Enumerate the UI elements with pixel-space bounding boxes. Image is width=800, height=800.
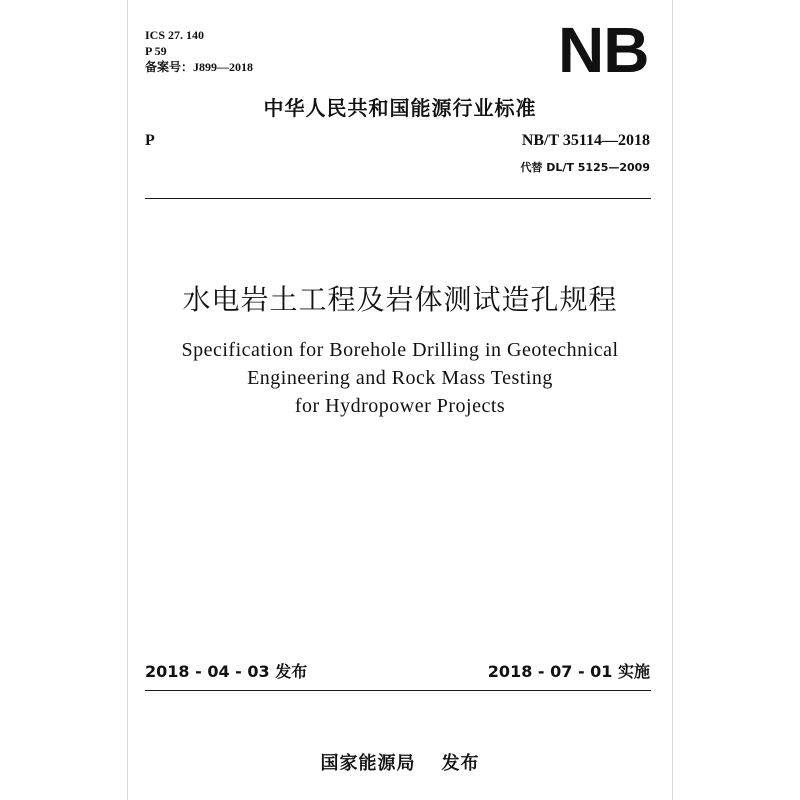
publisher-name: 国家能源局 — [320, 753, 416, 774]
title-english-line-2: Engineering and Rock Mass Testing — [247, 367, 553, 389]
publisher-action: 发布 — [441, 753, 480, 774]
implementation-date: 2018 - 07 - 01 实施 — [487, 662, 650, 681]
filing-number: 备案号：J899—2018 — [145, 60, 254, 74]
category-code: P 59 — [145, 44, 167, 58]
bottom-divider — [145, 690, 651, 691]
standard-number: NB/T 35114—2018 — [521, 132, 650, 149]
replaces-standard: 代替 DL/T 5125—2009 — [520, 161, 650, 174]
classification-letter: P — [145, 132, 155, 149]
title-english-line-1: Specification for Borehole Drilling in Geotechnical — [181, 339, 619, 361]
ics-code: ICS 27. 140 — [145, 28, 205, 42]
title-chinese: 水电岩土工程及岩体测试造孔规程 — [182, 283, 618, 316]
industry-standard-heading: 中华人民共和国能源行业标准 — [263, 96, 537, 120]
title-english-line-3: for Hydropower Projects — [294, 395, 506, 417]
nb-logo: NB — [558, 14, 649, 86]
issue-date: 2018 - 04 - 03 发布 — [145, 662, 308, 681]
publisher-line — [0, 752, 800, 776]
top-divider — [145, 198, 651, 199]
